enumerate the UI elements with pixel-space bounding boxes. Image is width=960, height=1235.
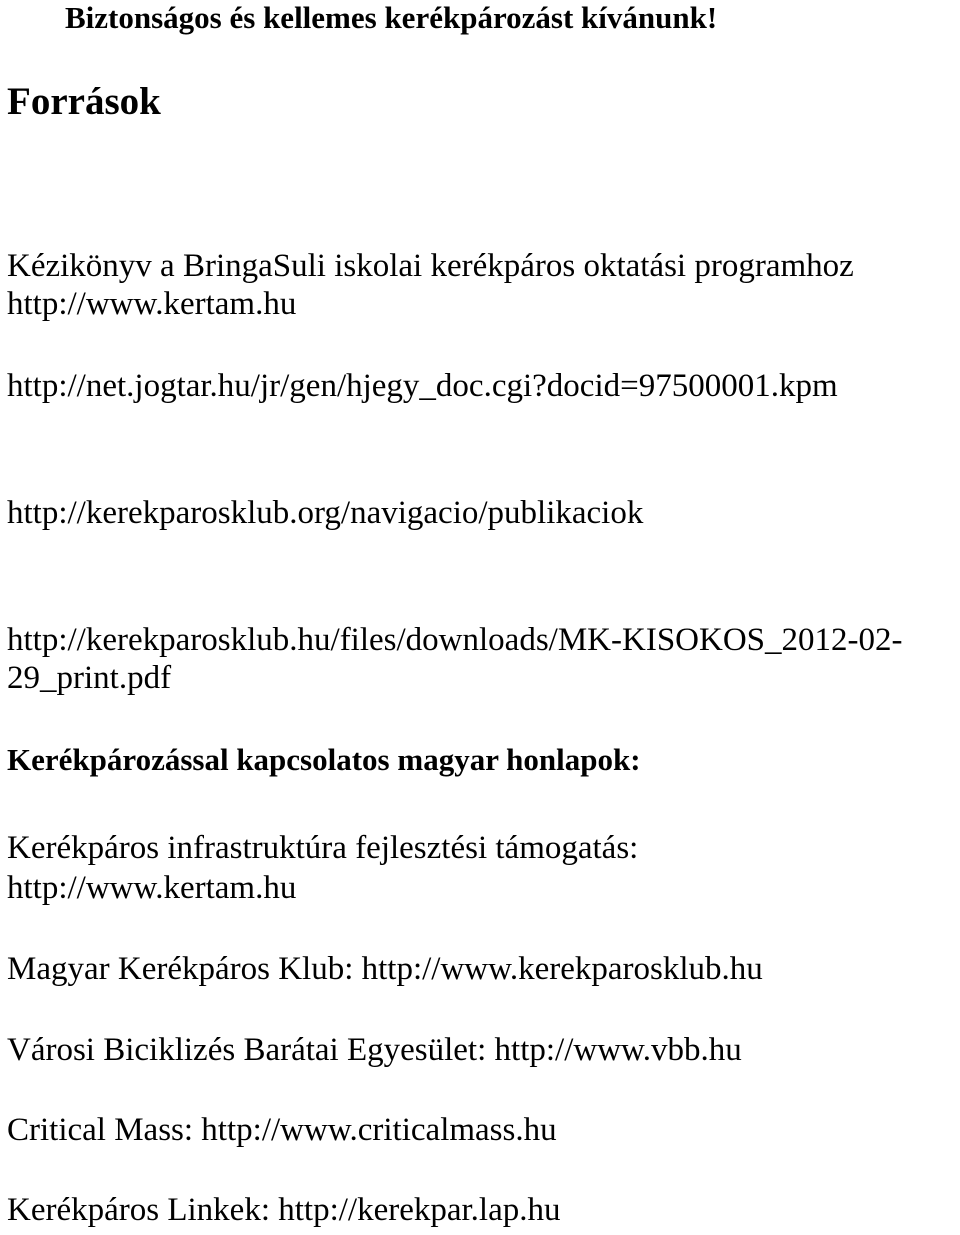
websites-heading: Kerékpározással kapcsolatos magyar honlapok: [7, 742, 641, 777]
source-handbook: Kézikönyv a BringaSuli iskolai kerékpáros oktatási programhoz [7, 248, 854, 284]
sources-heading: Források [7, 80, 161, 123]
website-critical-mass: Critical Mass: http://www.criticalmass.hu [7, 1112, 557, 1148]
closing-wish: Biztonságos és kellemes kerékpározást kívánunk! [65, 0, 718, 35]
source-link-publikaciok: http://kerekparosklub.org/navigacio/publikaciok [7, 495, 644, 531]
source-link-kisokos-cont: 29_print.pdf [7, 660, 172, 696]
website-infrastructure-label: Kerékpáros infrastruktúra fejlesztési támogatás: [7, 830, 639, 866]
website-infrastructure-link: http://www.kertam.hu [7, 870, 297, 906]
website-magyar-kerekparos-klub: Magyar Kerékpáros Klub: http://www.kerekparosklub.hu [7, 951, 763, 987]
website-kerekparos-linkek: Kerékpáros Linkek: http://kerekpar.lap.hu [7, 1192, 561, 1228]
source-link-kertam: http://www.kertam.hu [7, 286, 297, 322]
source-link-kisokos: http://kerekparosklub.hu/files/downloads/MK-KISOKOS_2012-02- [7, 622, 903, 658]
source-link-jogtar: http://net.jogtar.hu/jr/gen/hjegy_doc.cgi?docid=97500001.kpm [7, 368, 838, 404]
website-vbb: Városi Biciklizés Barátai Egyesület: http://www.vbb.hu [7, 1032, 742, 1068]
